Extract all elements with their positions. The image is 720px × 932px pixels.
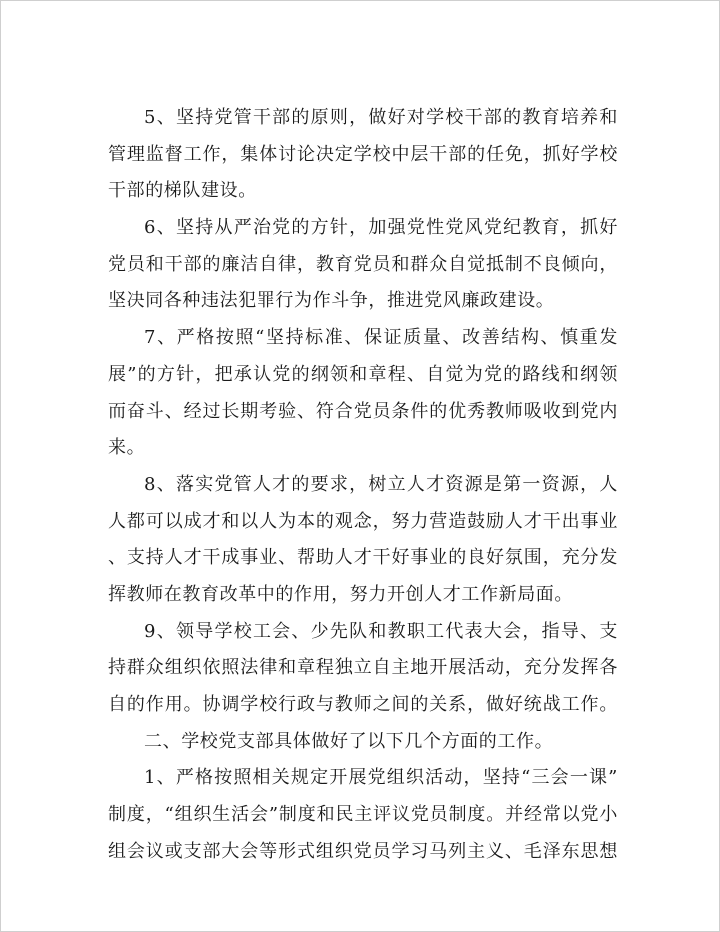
text-line: 、支持人才干成事业、帮助人才干好事业的良好氛围，充分发 xyxy=(108,547,618,569)
text-line: 二、学校党支部具体做好了以下几个方面的工作。 xyxy=(144,730,554,752)
text-line: 6、坚持从严治党的方针，加强党性党风党纪教育，抓好 xyxy=(144,217,618,239)
text-line: 而奋斗、经过长期考验、符合党员条件的优秀教师吸收到党内 xyxy=(108,400,618,422)
document-body xyxy=(108,100,618,870)
text-line: 自的作用。协调学校行政与教师之间的关系，做好统战工作。 xyxy=(108,694,618,715)
text-line: 展”的方针，把承认党的纲领和章程、自觉为党的路线和纲领 xyxy=(108,363,618,385)
text-line: 人都可以成才和以人为本的观念，努力营造鼓励人才干出事业 xyxy=(108,510,618,532)
text-line: 5、坚持党管干部的原则，做好对学校干部的教育培养和 xyxy=(144,107,618,128)
text-line: 挥教师在教育改革中的作用，努力开创人才工作新局面。 xyxy=(108,583,573,605)
text-line: 坚决同各种违法犯罪行为作斗争，推进党风廉政建设。 xyxy=(108,290,555,312)
text-line: 管理监督工作，集体讨论决定学校中层干部的任免，抓好学校 xyxy=(108,143,618,165)
text-line: 7、严格按照“坚持标准、保证质量、改善结构、慎重发 xyxy=(144,327,618,349)
text-line: 来。 xyxy=(108,437,146,459)
text-line: 党员和干部的廉洁自律，教育党员和群众自觉抵制不良倾向， xyxy=(108,253,618,275)
text-line: 干部的梯队建设。 xyxy=(108,180,257,202)
text-line: 组会议或支部大会等形式组织党员学习马列主义、毛泽东思想 xyxy=(108,840,618,862)
text-line: 制度，“组织生活会”制度和民主评议党员制度。并经常以党小 xyxy=(108,804,618,826)
text-line: 1、严格按照相关规定开展党组织活动，坚持“三会一课” xyxy=(144,767,618,789)
text-line: 8、落实党管人才的要求，树立人才资源是第一资源，人 xyxy=(144,473,618,495)
text-line: 持群众组织依照法律和章程独立自主地开展活动，充分发挥各 xyxy=(108,657,618,679)
text-line: 9、领导学校工会、少先队和教职工代表大会，指导、支 xyxy=(144,620,618,642)
